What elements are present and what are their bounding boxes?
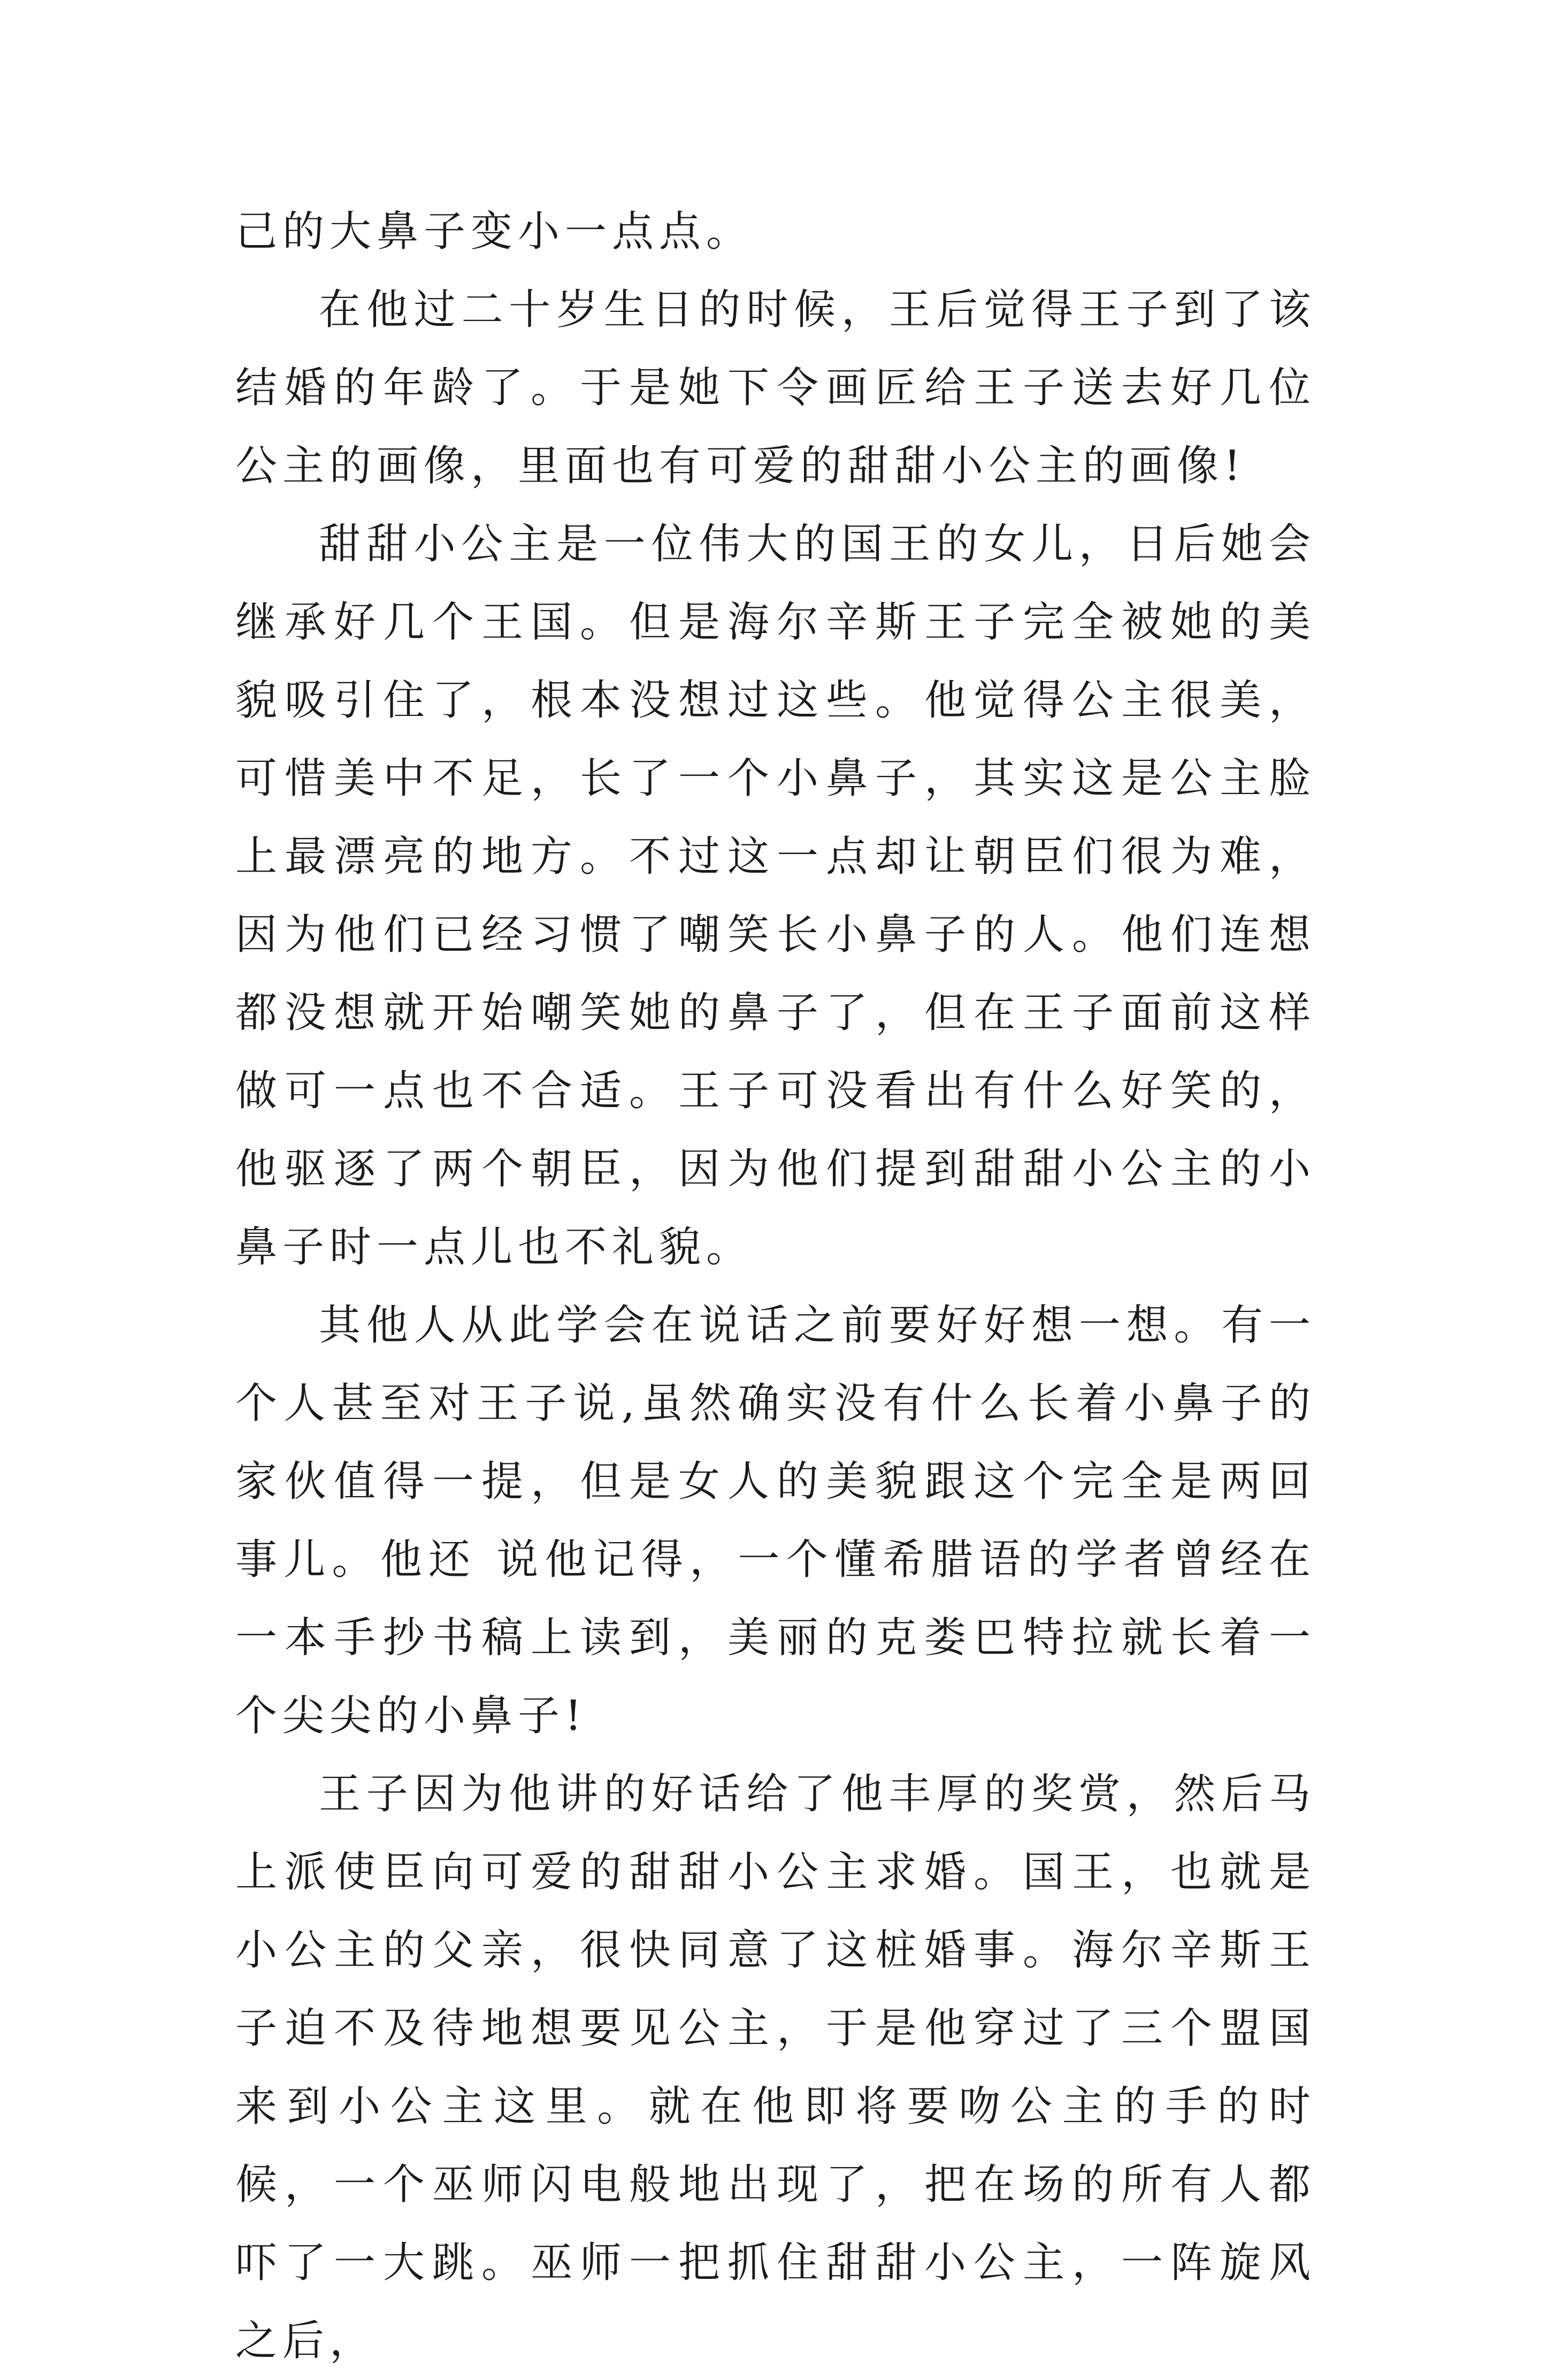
paragraph: 己的大鼻子变小一点点。 <box>235 208 754 256</box>
paragraph: 甜甜小公主是一位伟大的国王的女儿，日后她会继承好几个王国。但是海尔辛斯王子完全被她的美貌吸引住了，根本没想过这些。他觉得公主很美，可惜美中不足，长了一个小鼻子，其实这是公主脸上最漂亮的地方。不过这一点却让朝臣们很为难，因为他们已经习惯了嘲笑长小鼻子的人。他们连想都没想就开始嘲笑她的鼻子了，但在王子面前这样做可一点也不合适。王子可没看出有什么好笑的，他驱逐了两个朝臣，因为他们提到甜甜小公主的小鼻子时一点儿也不礼貌。 <box>235 520 1316 1271</box>
paragraph: 在他过二十岁生日的时候，王后觉得王子到了该结婚的年龄了。于是她下令画匠给王子送去好几位公主的画像，里面也有可爱的甜甜小公主的画像! <box>235 286 1316 490</box>
body-text <box>235 193 1316 2380</box>
paragraph: 其他人从此学会在说话之前要好好想一想。有一个人甚至对王子说,虽然确实没有什么长着小鼻子的家伙值得一提，但是女人的美貌跟这个完全是两回事儿。他还 说他记得，一个懂希腊语的学者曾经在一本手抄书稿上读到，美丽的克娄巴特拉就长着一个尖尖的小鼻子! <box>235 1301 1316 1740</box>
paragraph: 王子因为他讲的好话给了他丰厚的奖赏，然后马上派使臣向可爱的甜甜小公主求婚。国王，也就是小公主的父亲，很快同意了这桩婚事。海尔辛斯王子迫不及待地想要见公主，于是他穿过了三个盟国来到小公主这里。就在他即将要吻公主的手的时候，一个巫师闪电般地出现了，把在场的所有人都吓了一大跳。巫师一把抓住甜甜小公主，一阵旋风之后， <box>235 1770 1316 2365</box>
